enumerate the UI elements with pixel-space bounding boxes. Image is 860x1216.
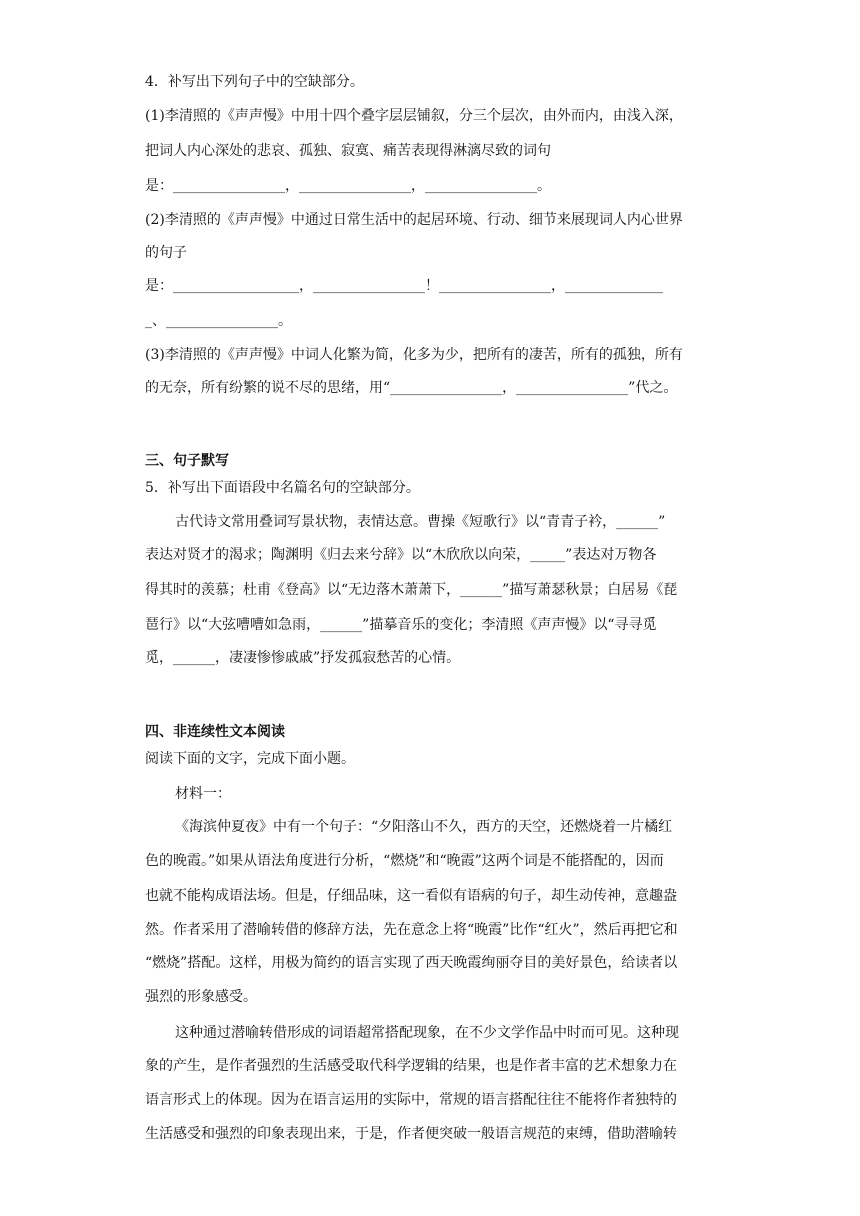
material-1-line6: 强烈的形象感受。 [145, 989, 257, 1005]
q4-title: 4．补写出下列句子中的空缺部分。 [145, 74, 364, 90]
q5-title: 5．补写出下面语段中名篇名句的空缺部分。 [145, 480, 420, 496]
section-3-heading: 三、句子默写 [145, 453, 229, 469]
q4-part3-line2: 的无奈，所有纷繁的说不尽的思绪，用“________________，________________”代之。 [145, 380, 678, 396]
q5-passage-line4: 琶行》以“大弦嘈嘈如急雨，______”描摹音乐的变化；李清照《声声慢》以“寻寻觅 [145, 617, 657, 633]
material-label: 材料一： [175, 786, 231, 802]
q5-passage-line5: 觅，______，凄凄惨惨戚戚”抒发孤寂愁苦的心情。 [145, 650, 461, 666]
q4-part1-answer-line: 是：________________，________________，________________。 [145, 178, 551, 194]
q4-part2-line2: 的句子 [145, 245, 187, 261]
section-4-heading: 四、非连续性文本阅读 [145, 724, 285, 740]
material-1-line2: 色的晚霞。”如果从语法角度进行分析，“燃烧”和“晚霞”这两个词是不能搭配的，因而 [145, 853, 664, 869]
material-1-para2-line4: 生活感受和强烈的印象表现出来，于是，作者便突破一般语言规范的束缚，借助潜喻转 [145, 1126, 677, 1142]
material-1-para2-line2: 象的产生，是作者强烈的生活感受取代科学逻辑的结果，也是作者丰富的艺术想象力在 [145, 1058, 677, 1074]
q4-part3-line1: (3)李清照的《声声慢》中词人化繁为简，化多为少，把所有的凄苦，所有的孤独，所有 [145, 347, 683, 363]
section-4-intro: 阅读下面的文字，完成下面小题。 [145, 751, 355, 767]
q5-passage-line2: 表达对贤才的渴求；陶渊明《归去来兮辞》以“木欣欣以向荣，_____”表达对万物各 [145, 547, 657, 563]
material-1-line1: 《海滨仲夏夜》中有一个句子：“夕阳落山不久，西方的天空，还燃烧着一片橘红 [175, 819, 673, 835]
q5-passage-line1: 古代诗文常用叠词写景状物，表情达意。曹操《短歌行》以“青青子衿，______” [175, 514, 666, 530]
q4-part2-answer-line: 是：__________________，________________！________________，______________ [145, 278, 663, 294]
material-1-para2-line3: 语言形式上的体现。因为在语言运用的实际中，常规的语言搭配往往不能将作者独特的 [145, 1092, 677, 1108]
q4-part1-line1: (1)李清照的《声声慢》中用十四个叠字层层铺叙，分三个层次，由外而内，由浅入深， [145, 108, 683, 124]
q4-part2-answer-line2: _、________________。 [145, 313, 292, 329]
material-1-line3: 也就不能构成语法场。但是，仔细品味，这一看似有语病的句子，却生动传神，意趣盎 [145, 888, 677, 904]
q4-part1-line2: 把词人内心深处的悲哀、孤独、寂寞、痛苦表现得淋漓尽致的词句 [145, 143, 551, 159]
material-1-para2-line1: 这种通过潜喻转借形成的词语超常搭配现象，在不少文学作品中时而可见。这种现 [175, 1025, 679, 1041]
q5-passage-line3: 得其时的羡慕；杜甫《登高》以“无边落木萧萧下，______”描写萧瑟秋景；白居易《琵 [145, 582, 678, 598]
q4-part2-line1: (2)李清照的《声声慢》中通过日常生活中的起居环境、行动、细节来展现词人内心世界 [145, 212, 683, 228]
material-1-line5: “燃烧”搭配。这样，用极为简约的语言实现了西天晚霞绚丽夺目的美好景色，给读者以 [145, 955, 678, 971]
material-1-line4: 然。作者采用了潜喻转借的修辞方法，先在意念上将“晚霞”比作“红火”，然后再把它和 [145, 922, 678, 938]
